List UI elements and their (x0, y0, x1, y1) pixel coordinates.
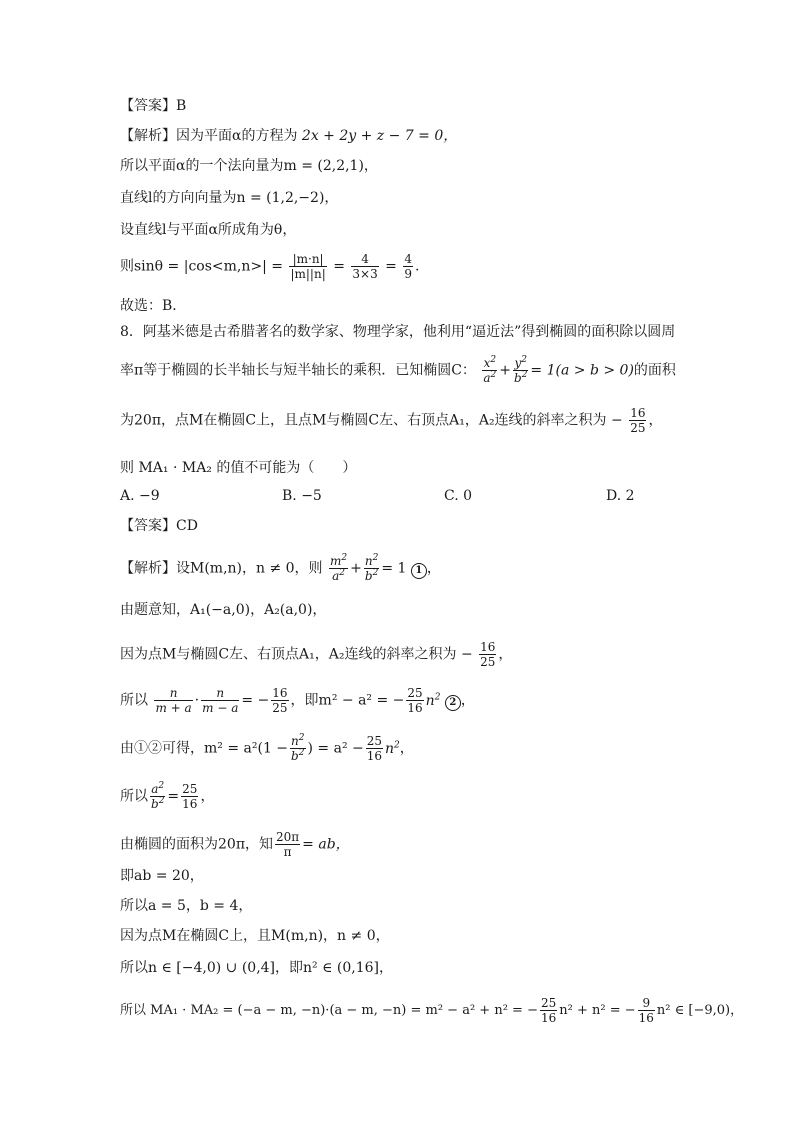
text-span: 所以 MA₁ · MA₂ = (−a − m, −n)·(a − m, −n) = m² − a² + n² = − (120, 1003, 538, 1018)
numerator: $n^2$ (364, 553, 379, 568)
fraction (364, 554, 379, 583)
circled-number: 1 (411, 563, 427, 579)
denominator: 25 (480, 655, 496, 669)
solution-line-6: 所以 $\frac{a^2}{b^2}$ = $\frac{25}{16}$ ， (120, 781, 215, 811)
numerator: 25 (366, 734, 383, 748)
numerator: $x^2$ (483, 355, 497, 370)
text-span: 直线l的方向向量为 (120, 190, 237, 206)
question-8-line-2: 率π等于椭圆的长半轴长与短半轴长的乘积．已知椭圆C： $\frac{x^2}{a^2}$ + $\frac{y^2}{b^2}$ = 1(a > b > 0)的面积 (120, 355, 676, 385)
analysis-line-3 (120, 188, 338, 208)
denominator: $b^2$ (514, 370, 528, 385)
fraction (290, 734, 305, 763)
analysis-line-5: 则sinθ = |cos<m,n>| = $\frac{|m\cdot n|}{|m||n|}$ = $\frac{4}{3\times 3}$ = $\frac{4}{9}$ . (120, 252, 420, 281)
fraction (629, 406, 646, 435)
numerator: 4 (404, 252, 412, 266)
equation: sinθ = |cos<m,n>| = (134, 258, 284, 275)
solution-line-7 (120, 830, 350, 859)
analysis-tag: 【解析】 (120, 560, 176, 577)
fraction (329, 554, 348, 583)
fraction (154, 686, 192, 715)
fraction (289, 252, 326, 281)
denominator: $b^2$ (151, 796, 165, 811)
circled-number: 2 (445, 695, 461, 711)
answer-label-1: 【答案】B (120, 98, 187, 114)
solution-line-11: 所以n ∈ [−4,0) ∪ (0,4]，即n² ∈ (0,16]， (120, 960, 394, 976)
question-8-line-3: 为20π，点M在椭圆C上，且点M与椭圆C左、右顶点A₁，A₂连线的斜率之积为 − $\frac{16}{25}$ ， (120, 406, 663, 435)
text-span: 则 (120, 258, 134, 275)
solution-line-9: 所以a = 5，b = 4， (120, 898, 253, 914)
text-span: 设M(m,n)，n ≠ 0，则 (176, 560, 323, 577)
solution-line-4: 所以 $\frac{n}{m + a}$ · $\frac{n}{m - a}$ = − $\frac{16}{25}$ ，即m² − a² = − $\frac{25}{16}$ $n^2$ 2 ， (120, 686, 475, 715)
option-b: B. −5 (282, 488, 322, 504)
answer-label-2: 【答案】CD (120, 518, 198, 534)
numerator: 9 (642, 996, 651, 1010)
numerator: 25 (540, 996, 557, 1010)
denominator: $b^2$ (364, 568, 379, 583)
denominator: 16 (638, 1011, 654, 1025)
text-span: 因为点M与椭圆C左、右顶点A₁，A₂连线的斜率之积为 (120, 646, 457, 663)
numerator: 25 (182, 782, 198, 796)
fraction-y2-b2 (513, 356, 528, 385)
numerator: 16 (630, 406, 646, 420)
denominator: $a^2$ (329, 568, 348, 583)
fraction (201, 686, 239, 715)
fraction (479, 640, 496, 669)
analysis-line-4: 设直线l与平面α所成角为θ， (120, 222, 297, 238)
numerator: n (169, 686, 178, 700)
equation: = ab， (302, 836, 350, 853)
text-span: 由椭圆的面积为20π，知 (120, 836, 274, 853)
numerator: $n^2$ (291, 733, 305, 748)
fraction (406, 686, 423, 715)
solution-line-2: 由题意知，A₁(−a,0)，A₂(a,0)， (120, 602, 327, 618)
fraction (403, 252, 413, 281)
denominator: m + a (155, 701, 192, 715)
solution-line-1: 【解析】设M(m,n)，n ≠ 0，则 $\frac{m^2}{a^2}$ + $\frac{n^2}{b^2}$ = 1 1 ， (120, 553, 441, 583)
equation: n = (1,2,−2)， (236, 190, 339, 206)
fraction (351, 252, 378, 281)
fraction (540, 996, 557, 1025)
denominator: 9 (404, 267, 412, 281)
solution-line-5: 由①②可得，m² = a²(1 − $\frac{n^2}{b^2}$ ) = a² − $\frac{25}{16}$ $n^2$， (120, 733, 414, 763)
text-span: ) = a² − (307, 740, 364, 757)
equation: = 1(a > b > 0) (530, 362, 634, 379)
denominator: 3×3 (352, 267, 378, 281)
denominator: π (275, 844, 300, 859)
denominator: $a^2$ (483, 370, 497, 385)
fraction (638, 996, 655, 1025)
option-c: C. 0 (444, 488, 473, 504)
question-8-line-4: 则 MA₁ · MA₂ 的值不可能为（ ） (120, 460, 357, 476)
fraction-x2-a2 (482, 356, 497, 385)
analysis-tag: 【解析】 (120, 128, 176, 144)
numerator: |m·n| (292, 252, 324, 266)
denominator: |m||n| (290, 267, 326, 281)
denominator: 25 (630, 421, 646, 435)
term: $n^2$ (425, 691, 441, 709)
text-span: 的面积 (633, 362, 676, 379)
analysis-line-6: 故选：B． (120, 298, 187, 314)
denominator: 16 (182, 797, 198, 811)
numerator: $m^2$ (330, 553, 348, 568)
solution-line-10: 因为点M在椭圆C上，且M(m,n)，n ≠ 0， (120, 928, 390, 944)
analysis-line-2 (120, 156, 378, 176)
numerator: 16 (272, 686, 288, 700)
text-span: 率π等于椭圆的长半轴长与短半轴长的乘积．已知椭圆C： (120, 362, 476, 379)
numerator: $y^2$ (514, 355, 527, 370)
text-span: 因为平面α的方程为 (176, 128, 298, 144)
term: $n^2$ (385, 739, 400, 757)
fraction (271, 686, 288, 715)
fraction (275, 830, 300, 859)
fraction (150, 782, 165, 811)
solution-line-3: 因为点M与椭圆C左、右顶点A₁，A₂连线的斜率之积为 − $\frac{16}{25}$ ， (120, 640, 513, 669)
text-span: 所以 (120, 788, 148, 805)
text-span: 所以 (120, 692, 148, 709)
numerator: n (216, 686, 225, 700)
numerator: 4 (361, 252, 369, 266)
numerator: 20π (276, 830, 300, 844)
solution-line-12 (120, 996, 743, 1025)
numerator: 25 (407, 686, 423, 700)
denominator: 25 (272, 701, 288, 715)
denominator: 16 (366, 749, 383, 763)
option-a: A. −9 (120, 488, 160, 504)
text-span: 由①②可得，m² = a²(1 − (120, 740, 289, 757)
solution-line-8: 即ab = 20， (120, 868, 204, 884)
fraction (366, 734, 383, 763)
denominator: m − a (202, 701, 239, 715)
numerator: 16 (480, 640, 496, 654)
text-span: n² + n² = − (559, 1003, 636, 1018)
text-span: 所以平面α的一个法向量为 (120, 158, 284, 174)
equation: = 1 (381, 560, 407, 577)
question-8-line-1: 8．阿基米德是古希腊著名的数学家、物理学家，他利用“逼近法”得到椭圆的面积除以圆周 (120, 324, 676, 340)
text-span: n² ∈ [−9,0)， (656, 1003, 744, 1018)
option-d: D. 2 (606, 488, 635, 504)
text-span: 为20π，点M在椭圆C上，且点M与椭圆C左、右顶点A₁，A₂连线的斜率之积为 (120, 412, 607, 429)
fraction (181, 782, 198, 811)
denominator: 16 (407, 701, 423, 715)
analysis-line-1 (120, 126, 457, 146)
denominator: 16 (540, 1011, 557, 1025)
numerator: $a^2$ (151, 781, 165, 796)
denominator: $b^2$ (291, 748, 305, 763)
equation: 2x + 2y + z − 7 = 0， (301, 128, 458, 144)
text-span: ，即m² − a² = − (290, 692, 405, 709)
equation: m = (2,2,1)， (283, 158, 378, 174)
